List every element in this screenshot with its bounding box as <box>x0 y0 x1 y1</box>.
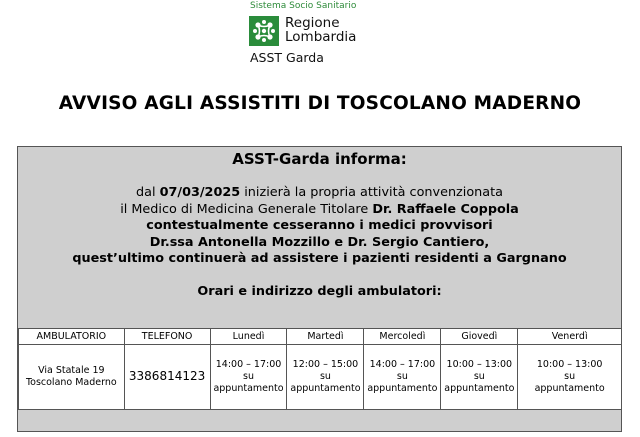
appointment-text: appuntamento <box>213 383 284 394</box>
appointment-text: appuntamento <box>367 383 438 394</box>
hours-text: 14:00 – 17:00 <box>369 359 436 370</box>
su-text: su <box>243 371 254 382</box>
notice-box <box>17 146 622 432</box>
phone-cell <box>124 345 210 410</box>
lombardia-rose-icon <box>249 16 279 46</box>
column-header: TELEFONO <box>124 329 210 345</box>
day-cell-martedi <box>287 345 364 410</box>
notice-line-5 <box>18 251 621 268</box>
notice-line-2-pre: il Medico di Medicina Generale Titolare <box>120 201 373 217</box>
notice-line-1-post: inizierà la propria attività convenzionata <box>240 185 503 200</box>
logo-region-name <box>285 16 356 44</box>
column-header: Lunedì <box>210 329 287 345</box>
page-title: AVVISO AGLI ASSISTITI DI TOSCOLANO MADERNO <box>58 93 582 114</box>
appointment-text: appuntamento <box>534 383 605 394</box>
notice-line-4-text: Dr.ssa Antonella Mozzillo e Dr. Sergio Cantiero, <box>149 234 490 250</box>
appointment-text: appuntamento <box>290 383 361 394</box>
hours-text: 10:00 – 13:00 <box>536 359 603 370</box>
table-row <box>19 345 622 410</box>
notice-line-3-text: contestualmente cesseranno i medici provvisori <box>146 218 493 233</box>
orari-heading: Orari e indirizzo degli ambulatori: <box>197 284 442 299</box>
logo-region-line2: Lombardia <box>285 29 357 45</box>
notice-body <box>18 185 621 268</box>
appointment-text: appuntamento <box>444 383 515 394</box>
day-cell-venerdi <box>518 345 622 410</box>
phone-number: 3386814123 <box>128 369 206 383</box>
ambulatorio-cell <box>19 345 125 410</box>
su-text: su <box>564 371 576 382</box>
notice-line-2 <box>18 202 621 219</box>
day-cell-mercoledi <box>364 345 441 410</box>
day-cell-giovedi <box>441 345 518 410</box>
column-header: Martedì <box>287 329 364 345</box>
notice-line-5-text: quest’ultimo continuerà ad assistere i pazienti residenti a Gargnano <box>72 251 567 266</box>
su-text: su <box>396 371 408 382</box>
su-text: su <box>319 371 331 382</box>
logo-asst-garda: ASST Garda <box>250 50 324 65</box>
notice-line-1-pre: dal <box>136 185 160 200</box>
notice-line-4 <box>18 235 621 252</box>
column-header: Mercoledì <box>364 329 441 345</box>
start-date: 07/03/2025 <box>159 185 241 200</box>
header-logo <box>0 0 640 70</box>
schedule-table <box>18 328 622 410</box>
address-line-2: Toscolano Maderno <box>25 377 117 388</box>
address-line-1: Via Statale 19 <box>38 365 105 376</box>
hours-text: 10:00 – 13:00 <box>446 359 513 370</box>
column-header: AMBULATORIO <box>19 329 125 345</box>
notice-line-3 <box>18 218 621 235</box>
column-header: Venerdì <box>518 329 622 345</box>
day-cell-lunedi <box>210 345 287 410</box>
table-header-row <box>19 329 622 345</box>
logo-region-line1: Regione <box>285 15 340 31</box>
column-header: Giovedì <box>441 329 518 345</box>
logo-sistema-text: Sistema Socio Sanitario <box>250 1 357 11</box>
hours-text: 14:00 – 17:00 <box>215 359 282 370</box>
doctor-name: Dr. Raffaele Coppola <box>372 201 519 217</box>
notice-line-1 <box>18 185 621 202</box>
su-text: su <box>473 371 485 382</box>
notice-heading: ASST-Garda informa: <box>232 150 407 168</box>
hours-text: 12:00 – 15:00 <box>292 359 359 370</box>
